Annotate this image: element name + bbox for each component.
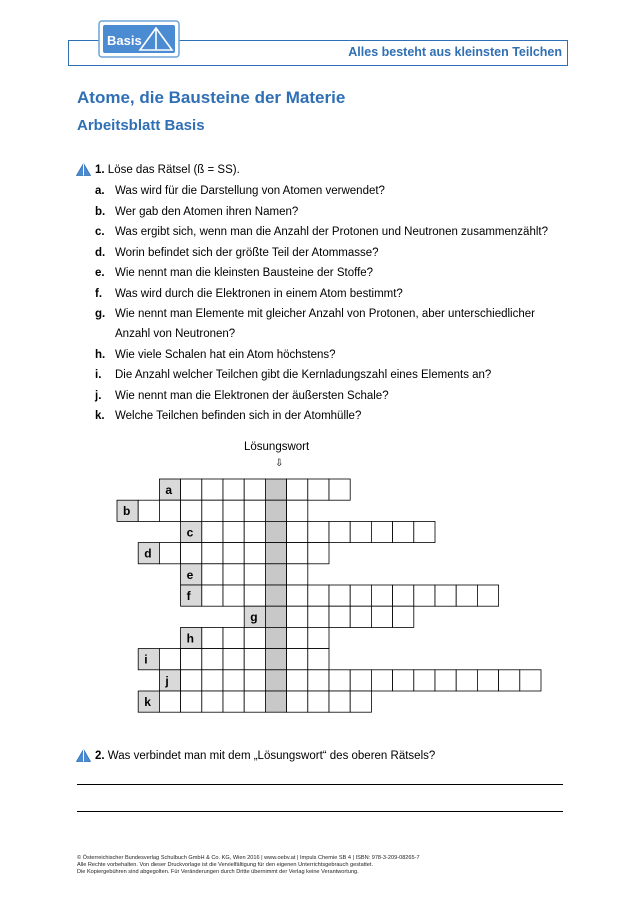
- crossword-cell[interactable]: [287, 564, 308, 585]
- crossword-cell[interactable]: [202, 691, 223, 712]
- crossword-cell[interactable]: [244, 543, 265, 564]
- crossword-cell[interactable]: [223, 543, 244, 564]
- question-text: Wie viele Schalen hat ein Atom höchstens?: [115, 349, 336, 361]
- crossword-cell[interactable]: [329, 670, 350, 691]
- crossword-cell[interactable]: [308, 543, 329, 564]
- crossword-cell[interactable]: [456, 670, 477, 691]
- question-letter: k.: [95, 410, 105, 422]
- crossword-label: d: [144, 546, 152, 561]
- question-letter: h.: [95, 349, 106, 361]
- crossword-cell[interactable]: [159, 543, 180, 564]
- answer-line[interactable]: [77, 811, 563, 812]
- answer-line[interactable]: [77, 784, 563, 785]
- crossword-cell[interactable]: [287, 585, 308, 606]
- crossword-solution-cell[interactable]: [265, 500, 286, 521]
- crossword-cell[interactable]: [393, 606, 414, 627]
- crossword-label: j: [165, 673, 169, 688]
- crossword-cell[interactable]: [371, 606, 392, 627]
- crossword-cell[interactable]: [477, 585, 498, 606]
- solution-word-label: Lösungswort: [244, 441, 310, 453]
- task-1-number: 1.: [95, 164, 105, 176]
- crossword-cell[interactable]: [499, 670, 520, 691]
- crossword-cell[interactable]: [329, 479, 350, 500]
- header-title: Alles besteht aus kleinsten Teilchen: [348, 45, 562, 59]
- crossword-label: b: [123, 504, 131, 519]
- crossword-cell[interactable]: [202, 479, 223, 500]
- crossword-cell[interactable]: [202, 500, 223, 521]
- crossword-cell[interactable]: [244, 649, 265, 670]
- page-subtitle: Arbeitsblatt Basis: [77, 117, 205, 134]
- crossword-cell[interactable]: [138, 500, 159, 521]
- crossword-label: g: [250, 610, 258, 625]
- crossword-cell[interactable]: [181, 479, 202, 500]
- crossword-cell[interactable]: [287, 670, 308, 691]
- question-letter: g.: [95, 308, 106, 320]
- crossword-solution-cell[interactable]: [265, 627, 286, 648]
- crossword-cell[interactable]: [456, 585, 477, 606]
- crossword-solution-cell[interactable]: [265, 564, 286, 585]
- question-letter: d.: [95, 247, 106, 259]
- crossword-cell[interactable]: [223, 691, 244, 712]
- crossword-cell[interactable]: [287, 543, 308, 564]
- crossword-cell[interactable]: [350, 521, 371, 542]
- crossword-cell[interactable]: [329, 585, 350, 606]
- crossword-cell[interactable]: [435, 670, 456, 691]
- crossword-cell[interactable]: [414, 521, 435, 542]
- down-arrow-icon: ⇩: [275, 458, 284, 469]
- crossword-cell[interactable]: [287, 649, 308, 670]
- crossword-cell[interactable]: [329, 521, 350, 542]
- crossword-cell[interactable]: [520, 670, 541, 691]
- crossword-solution-cell[interactable]: [265, 521, 286, 542]
- crossword-cell[interactable]: [244, 691, 265, 712]
- crossword-label: e: [186, 567, 194, 582]
- crossword-cell[interactable]: [308, 627, 329, 648]
- crossword-label: a: [165, 483, 173, 497]
- crossword-cell[interactable]: [181, 500, 202, 521]
- crossword-cell[interactable]: [244, 564, 265, 585]
- crossword-cell[interactable]: [202, 627, 223, 648]
- crossword-cell[interactable]: [308, 606, 329, 627]
- question-letter: e.: [95, 267, 105, 279]
- page-title: Atome, die Bausteine der Materie: [77, 88, 346, 107]
- crossword-solution-cell[interactable]: [265, 670, 286, 691]
- crossword-solution-cell[interactable]: [265, 543, 286, 564]
- footer-line: © Österreichischer Bundesverlag Schulbuch GmbH & Co. KG, Wien 2016 | www.oebv.at | Impuls Chemie SB 4 | ISBN: 978-3-209-08265-7: [77, 855, 420, 861]
- crossword-cell[interactable]: [181, 543, 202, 564]
- crossword-cell[interactable]: [414, 670, 435, 691]
- question-text: Was ergibt sich, wenn man die Anzahl der Protonen und Neutronen zusammenzählt?: [115, 226, 548, 238]
- crossword-cell[interactable]: [435, 585, 456, 606]
- footer-line: Die Kopiergebühren sind abgegolten. Für Veränderungen durch Dritte übernimmt der Verlag keine Verantwortung.: [77, 869, 359, 876]
- crossword-cell[interactable]: [244, 479, 265, 500]
- crossword-label: c: [186, 525, 194, 540]
- crossword-cell[interactable]: [244, 585, 265, 606]
- pyramid-icon: [76, 749, 91, 762]
- crossword-cell[interactable]: [223, 479, 244, 500]
- crossword-cell[interactable]: [308, 670, 329, 691]
- crossword-cell[interactable]: [244, 500, 265, 521]
- crossword-cell[interactable]: [223, 627, 244, 648]
- question-text: Wie nennt man die kleinsten Bausteine der Stoffe?: [115, 267, 374, 279]
- crossword-cell[interactable]: [414, 585, 435, 606]
- crossword-solution-cell[interactable]: [265, 585, 286, 606]
- question-text: Die Anzahl welcher Teilchen gibt die Kernladungszahl eines Elements an?: [115, 369, 492, 381]
- crossword-cell[interactable]: [202, 564, 223, 585]
- question-letter: j.: [95, 390, 102, 402]
- crossword-cell[interactable]: [350, 691, 371, 712]
- crossword-cell[interactable]: [287, 627, 308, 648]
- crossword-cell[interactable]: [393, 521, 414, 542]
- crossword-cell[interactable]: [181, 649, 202, 670]
- crossword-cell[interactable]: [223, 585, 244, 606]
- crossword-cell[interactable]: [287, 500, 308, 521]
- crossword-cell[interactable]: [350, 670, 371, 691]
- footer: [77, 855, 420, 877]
- crossword-cell[interactable]: [223, 670, 244, 691]
- crossword-cell[interactable]: [159, 500, 180, 521]
- crossword-cell[interactable]: [159, 691, 180, 712]
- crossword-cell[interactable]: [371, 521, 392, 542]
- task-1-text: Löse das Rätsel (ß = SS).: [107, 164, 240, 176]
- crossword-cell[interactable]: [329, 606, 350, 627]
- crossword-cell[interactable]: [287, 606, 308, 627]
- question-letter: b.: [95, 206, 106, 218]
- task-2-number: 2.: [95, 750, 105, 762]
- crossword-cell[interactable]: [371, 585, 392, 606]
- question-letter: i.: [95, 369, 102, 381]
- crossword-cell[interactable]: [287, 521, 308, 542]
- crossword-cell[interactable]: [159, 649, 180, 670]
- question-letter: a.: [95, 185, 105, 197]
- crossword-cell[interactable]: [181, 670, 202, 691]
- crossword-cell[interactable]: [202, 585, 223, 606]
- question-text: Wie nennt man die Elektronen der äußersten Schale?: [115, 390, 389, 402]
- crossword-cell[interactable]: [202, 649, 223, 670]
- question-text: Anzahl von Neutronen?: [115, 328, 236, 340]
- crossword-cell[interactable]: [393, 585, 414, 606]
- crossword-cell[interactable]: [223, 564, 244, 585]
- task-2: [95, 750, 435, 762]
- crossword-solution-cell[interactable]: [265, 606, 286, 627]
- crossword-cell[interactable]: [202, 670, 223, 691]
- crossword-label: f: [186, 589, 191, 603]
- crossword-cell[interactable]: [244, 670, 265, 691]
- footer-line: Alle Rechte vorbehalten. Von dieser Druckvorlage ist die Vervielfältigung für den eigenen Unterrichtsgebrauch gestattet.: [77, 862, 374, 869]
- crossword-label: i: [144, 652, 148, 667]
- question-text: Worin befindet sich der größte Teil der Atommasse?: [115, 247, 379, 259]
- crossword-cell[interactable]: [350, 606, 371, 627]
- crossword-cell[interactable]: [223, 500, 244, 521]
- crossword-label-cell: [159, 670, 180, 691]
- question-text: Wie nennt man Elemente mit gleicher Anzahl von Protonen, aber unterschiedlicher: [115, 308, 535, 320]
- crossword-cell[interactable]: [202, 543, 223, 564]
- crossword-cell[interactable]: [223, 521, 244, 542]
- crossword-cell[interactable]: [393, 670, 414, 691]
- crossword-label-cell: [138, 649, 159, 670]
- crossword-cell[interactable]: [308, 585, 329, 606]
- crossword-solution-cell[interactable]: [265, 691, 286, 712]
- crossword-solution-cell[interactable]: [265, 649, 286, 670]
- question-text: Was wird für die Darstellung von Atomen verwendet?: [115, 185, 385, 197]
- crossword-solution-cell[interactable]: [265, 479, 286, 500]
- task-2-text: Was verbindet man mit dem „Lösungswort“ des oberen Rätsels?: [107, 750, 436, 762]
- crossword-cell[interactable]: [287, 691, 308, 712]
- crossword-cell[interactable]: [181, 691, 202, 712]
- crossword-cell[interactable]: [244, 627, 265, 648]
- question-text: Wer gab den Atomen ihren Namen?: [115, 206, 299, 218]
- crossword-cell[interactable]: [350, 585, 371, 606]
- question-text: Was wird durch die Elektronen in einem Atom bestimmt?: [115, 288, 403, 300]
- crossword-cell[interactable]: [308, 521, 329, 542]
- crossword-label: h: [186, 631, 194, 646]
- question-letter: c.: [95, 226, 105, 238]
- crossword-cell[interactable]: [329, 691, 350, 712]
- crossword-cell[interactable]: [223, 649, 244, 670]
- crossword-cell[interactable]: [244, 521, 265, 542]
- crossword-cell[interactable]: [308, 649, 329, 670]
- crossword-cell[interactable]: [371, 670, 392, 691]
- crossword-label-cell: [181, 585, 202, 606]
- logo-text: Basis: [107, 33, 142, 48]
- crossword-cell[interactable]: [287, 479, 308, 500]
- question-letter: f.: [95, 288, 103, 300]
- question-text: Welche Teilchen befinden sich in der Atomhülle?: [115, 410, 362, 422]
- crossword-cell[interactable]: [308, 691, 329, 712]
- crossword-cell[interactable]: [308, 479, 329, 500]
- crossword-cell[interactable]: [477, 670, 498, 691]
- crossword-cell[interactable]: [202, 521, 223, 542]
- crossword-label: k: [144, 695, 151, 709]
